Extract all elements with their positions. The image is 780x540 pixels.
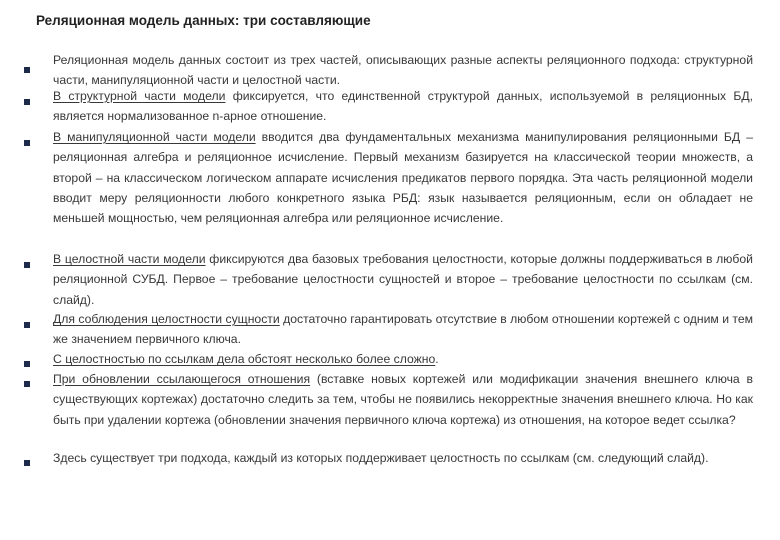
bullet-marker <box>24 99 30 105</box>
bullet-marker <box>24 322 30 328</box>
slide-title: Реляционная модель данных: три составляющие <box>36 13 371 28</box>
item-lead-underlined: В манипуляционной части модели <box>53 130 256 144</box>
list-item <box>53 86 753 127</box>
list-item <box>53 249 753 310</box>
item-text: Реляционная модель данных состоит из трех частей, описывающих разные аспекты реляционного подхода: структурной части, манипуляционной части и целостной части. <box>53 53 753 88</box>
list-item <box>53 50 753 91</box>
item-text: достаточно гарантировать отсутствие в любом отношении кортежей с одним и тем же значением первичного ключа. <box>53 312 753 347</box>
bullet-marker <box>24 381 30 387</box>
item-text: фиксируется, что единственной структурой данных, используемой в реляционных БД, является нормализованное n-арное отношение. <box>53 89 753 124</box>
item-lead-underlined: В целостной части модели <box>53 252 206 266</box>
item-lead-underlined: С целостностью по ссылкам дела обстоят несколько более сложно <box>53 352 436 366</box>
list-item <box>53 349 753 369</box>
list-item <box>53 309 753 350</box>
item-text: Здесь существует три подхода, каждый из которых поддерживает целостность по ссылкам (см. следующий слайд). <box>53 451 709 465</box>
item-lead-underlined: В структурной части модели <box>53 89 226 103</box>
item-text: фиксируются два базовых требования целостности, которые должны поддерживаться в любой реляционной СУБД. Первое – требование целостности сущностей и второе – требование целостности по ссылкам (см. слайд). <box>53 252 753 307</box>
bullet-marker <box>24 460 30 466</box>
bullet-marker <box>24 140 30 146</box>
item-text: (вставке новых кортежей или модификации значения внешнего ключа в существующих кортежах) достаточно следить за тем, чтобы не появились некорректные значения внешнего ключа. Но как быть при удалении кортежа (обновлении значения первичного ключа кортежа) из отношения, на которое ведет ссылка? <box>53 372 753 427</box>
item-lead-underlined: Для соблюдения целостности сущности <box>53 312 280 326</box>
item-text: . <box>435 352 439 366</box>
list-item <box>53 127 753 228</box>
list-item <box>53 369 753 430</box>
list-item <box>53 448 753 468</box>
bullet-marker <box>24 67 30 73</box>
bullet-marker <box>24 361 30 367</box>
bullet-marker <box>24 262 30 268</box>
item-lead-underlined: При обновлении ссылающегося отношения <box>53 372 311 386</box>
item-text: вводится два фундаментальных механизма манипулирования реляционными БД – реляционная алгебра и реляционное исчисление. Первый механизм базируется на классической теории множеств, а второй – на классическом логическом аппарате исчисления предикатов первого порядка. Эта часть реляционной модели вводит меру реляционности любого конкретного языка РБД: язык называется реляционным, если он обладает не меньшей мощностью, чем реляционная алгебра или реляционное исчисление. <box>53 130 753 226</box>
